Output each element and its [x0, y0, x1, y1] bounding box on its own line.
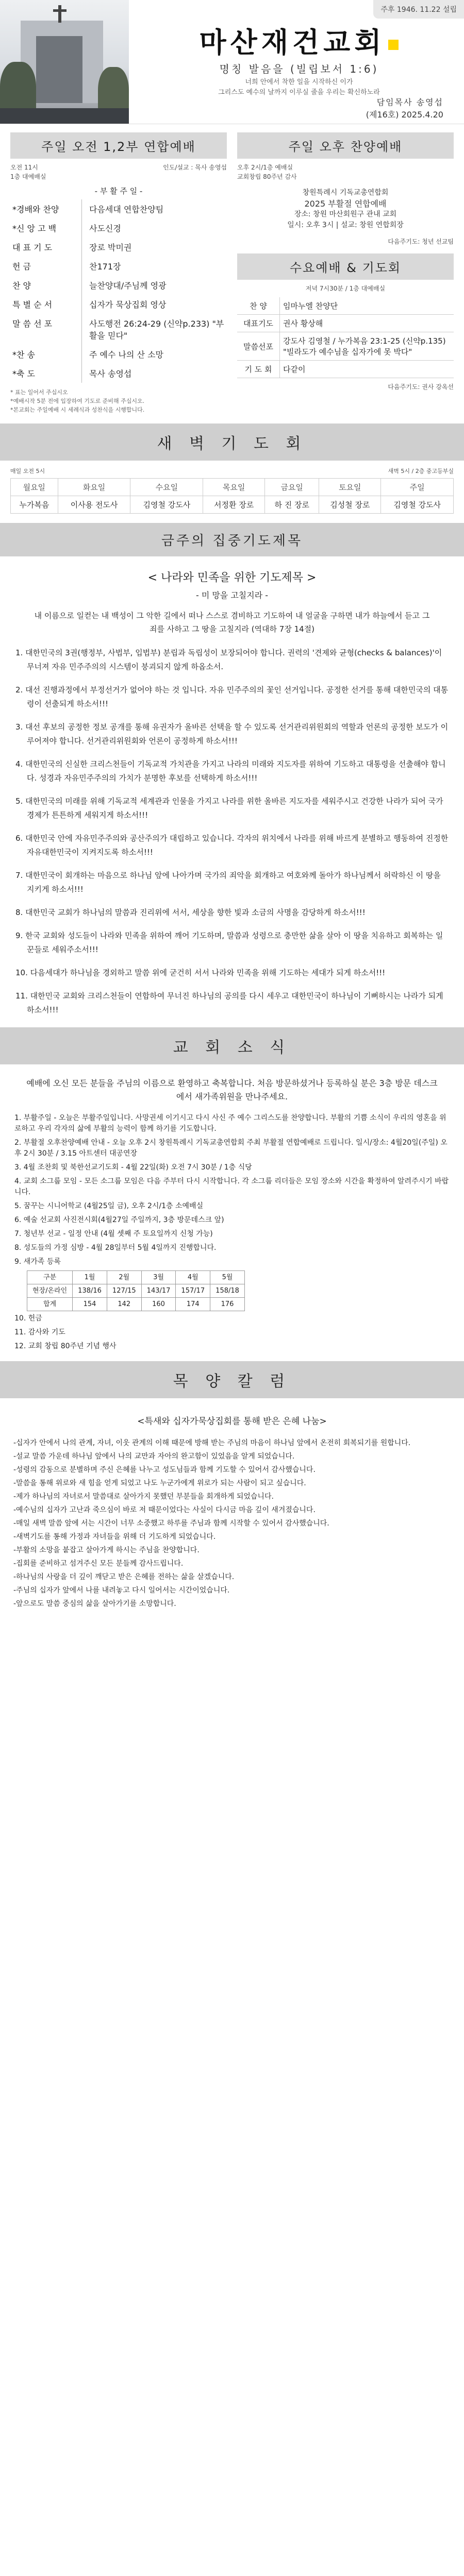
- list-item: -매일 새벽 말씀 앞에 서는 시간이 너무 소중했고 하루를 주님과 함께 시작할 수 있어서 감사했습니다.: [13, 1519, 329, 1528]
- list-item: 4. 교회 소그룹 모임 - 모든 소그룹 모임은 다음 주부터 다시 시작합니다. 각 소그룹 리더들은 모임 장소와 시간을 확정하여 알려주시기 바랍니다.: [14, 1177, 449, 1196]
- list-item: 말씀선포 강도사 김영철 / 누가복음 23:1-25 (신약p.135) "빌라도가 예수님을 십자가에 못 박다": [237, 332, 454, 361]
- list-item: 말 씀 선 포 사도행전 26:24-29 (신약p.233) "부활을 믿다": [10, 314, 227, 345]
- pastoral-column-heading: 목 양 칼 럼: [0, 1361, 464, 1398]
- pastor-name: 담임목사 송영섭: [376, 97, 443, 107]
- table-row: 구분 1월 2월 3월 4월 5월: [27, 1271, 245, 1284]
- notice-list: [14, 1113, 450, 1352]
- list-item: *신 앙 고 백 사도신경: [10, 218, 227, 238]
- list-item: 1. 부활주일 - 오늘은 부활주일입니다. 사망권세 이기시고 다시 사신 주 예수 그리스도를 찬양합니다. 부활의 기쁨 소식이 우리의 영혼을 위로하고 우리 각자의 삶에 부활의 능력이 함께 하기를 기도합니다.: [14, 1114, 446, 1133]
- afternoon-service-info: 창원특례시 기독교총연합회 2025 부활절 연합예배 장소: 창원 마산회원구 관내 교회 일시: 오후 3시 | 설교: 창원 연합회장: [287, 189, 404, 229]
- service-notes: * 표는 일어서 주십시오 *예배시작 5분 전에 입장하여 기도로 준비해 주십시오. *본교회는 주일예배 시 세례식과 성찬식을 시행합니다.: [10, 389, 145, 413]
- focus-prayer-heading: 금주의 집중기도제목: [0, 523, 464, 556]
- list-item: 대 표 기 도 장로 박미권: [10, 238, 227, 257]
- services-section: [0, 124, 464, 414]
- list-item: 11. 감사와 기도: [14, 1328, 65, 1336]
- issue-number: (제16호) 2025.4.20: [366, 110, 443, 120]
- list-item: -예수님의 십자가 고난과 죽으심이 바로 저 때문이었다는 사실이 다시금 마음 깊이 새겨졌습니다.: [13, 1506, 316, 1514]
- list-item: 헌 금 찬171장: [10, 257, 227, 276]
- list-item: 8. 대한민국 교회가 하나님의 말씀과 진리위에 서서, 세상을 향한 빛과 소금의 사명을 감당하게 하소서!!!: [15, 908, 366, 917]
- list-item: -설교 말씀 가운데 하나님 앞에서 나의 교만과 자아의 완고함이 있었음을 알게 되었습니다.: [13, 1452, 295, 1461]
- column-title: <특새와 십자가묵상집회를 통해 받은 은혜 나눔>: [137, 1416, 327, 1427]
- founding-badge: 주후 1946. 11.22 설립: [373, 0, 464, 19]
- bulletin-page: 주후 1946. 11.22 설립 마산재건교회 명칭 발음을 (빌립보서 1:6) 너희 안에서 착한 일을 시작하신 이가 그리스도 예수의 날까지 이루실 줄을 우리는 확신하노라 담임목사 송영섭 (제16호) 2025.4.20 주일 오전 1,2부 연합예배 오전 11시 1층 대예배실 인도/설교 : 목사 송영섭 - 부 활 주 일 - *경배와 찬양 다음세대 연합찬양팀 *신 앙 고 백 사도신경 대 표 기 도 장로 박미권 헌 금 찬171장 찬 양 늘찬양대/주님께 영광 특 별 순 서 십자가 묵상집회 영상 말 씀 선 포 사도행전 26:24-29 (신약p.233) "부활을 믿다" *찬 송 주 예수 나의 산 소망 *축 도 목사 송영섭 * 표는 일어서 주십시오 *예배시작 5분 전에 입장하여 기도로 준비해 주십시오. *본교회는 주일예배 시 세례식과 성찬식을 시행합니다. 주일 오후 찬양예배 오후 2시/1층 예배실 교회창립 80주년 감사 창원특례시 기독교총연합회 2025 부활절 연합예배 장소: 창원 마산회원구 관내 교회 일시: 오후 3시 | 설교: 창원 연합회장 다음주기도: 청년 선교팀 수요예배 & 기도회 저녁 7시30분 / 1층 대예배실 찬 양 임마누엘 찬양단 대표기도 권사 황상해 말씀선포 강도사 김영철 / 누가복음 23:1-25 (신약p.135) "빌라도가 예수님을 십자가에 못 박다" 기 도 회 다같이 다음주기도: 권사 강옥선 새 벽 기 도 회 매일 오전 5시 새벽 5시 / 2층 중고등부실 월요일 화요일 수요일 목요일 금요일 토요일 주일 누가복음 이사용 전도사 김영철 강도사 서정환 장로 하 진 장로 김성철 장로 김영철 강도사 금주의 집중기도제목 < 나라와 민족을 위한 기도제목 > - 미 망을 고칠지라 - 내 이름으로 일컫는 내 백성이 그 악한 길에서 떠나 스스로 겸비하고 기도하여 내 얼굴을 구하면 내가 하늘에서 듣고 그 죄를 사하고 그 땅을 고칠지라 (역대하 7장 14절) 1. 대한민국의 3권(행정부, 사법부, 입법부) 분립과 독립성이 보장되어야 합니다. 권력의 '견제와 균형(checks & balances)'이 무너져 자유 민주주의의 시스템이 붕괴되지 않게 하옵소서. 2. 대선 진행과정에서 부정선거가 없어야 하는 것 입니다. 자유 민주주의의 꽃인 선거입니다. 공정한 선거를 통해 대한민국의 대통령이 선출되게 하소서!!! 3. 대선 후보의 공정한 정보 공개를 통해 유권자가 올바른 선택을 할 수 있도록 선거관리위원회의 역할과 언론의 공정한 보도가 이루어져야 합니다. 선거관리위원회와 언론이 공정하게 하소서!!! 4. 대한민국의 신실한 크리스천들이 기독교적 가치관을 가지고 나라의 미래와 지도자를 위하여 기도하고 대통령을 선출해야 합니다. 성경과 자유민주주의의 가치가 분명한 후보를 선택하게 하소서!!! 5. 대한민국의 미래를 위해 기독교적 세계관과 인물을 가지고 나라를 위한 올바른 지도자를 세워주시고 건강한 나라가 되어 국가 경제가 튼튼하게 세워지게 하소서!!! 6. 대한민국 안에 자유민주주의와 공산주의가 대립하고 있습니다. 각자의 위치에서 나라를 위해 바르게 분별하고 행동하여 진정한 자유대한민국이 지켜지도록 하소서!!! 7. 대한민국이 회개하는 마음으로 하나님 앞에 나아가며 국가의 죄악을 회개하고 여호와께 돌아가 하나님께서 허락하신 이 땅을 지키게 하소서!!! 8. 대한민국 교회가 하나님의 말씀과 진리위에 서서, 세상을 향한 빛과 소금의 사명을 감당하게 하소서!!! 9. 한국 교회와 성도들이 나라와 민족을 위하여 깨어 기도하며, 말씀과 성령으로 충만한 삶을 살아 이 땅을 치유하고 회복하는 일꾼들로 세워주소서!!! 10. 다음세대가 하나님을 경외하고 말씀 위에 굳건히 서서 나라와 민족을 위해 기도하는 세대가 되게 하소서!!! 11. 대한민국 교회와 크리스천들이 연합하여 무너진 하나님의 공의를 다시 세우고 대한민국이 하나님이 기뻐하시는 나라가 되게 하소서!!! 교 회 소 식 예배에 오신 모든 분들을 주님의 이름으로 환영하고 축복합니다. 처음 방문하셨거나 등록하실 분은 3층 방문 데스크에서 새가족위원을 만나주세요. 1. 부활주일 - 오늘은 부활주일입니다. 사망권세 이기시고 다시 사신 주 예수 그리스도를 찬양합니다. 부활의 기쁨 소식이 우리의 영혼을 위로하고 우리 각자의 삶에 부활의 능력이 함께 하기를 기도합니다. 2. 부활절 오후찬양예배 안내 - 오늘 오후 2시 창원특례시 기독교총연합회 주최 부활절 연합예배로 드립니다. 일시/장소: 4월20일(주일) 오후 2시 30분 / 3.15 아트센터 대공연장 3. 4월 조찬회 및 북한선교기도회 - 4월 22일(화) 오전 7시 30분 / 1층 식당 4. 교회 소그룹 모임 - 모든 소그룹 모임은 다음 주부터 다시 시작합니다. 각 소그룹 리더들은 모임 장소와 시간을 확정하여 알려주시기 바랍니다. 5. 꿈꾸는 시니어학교 (4월25일 금), 오후 2시/1층 소예배실 6. 예술 선교회 사진전시회(4월27일 주일까지, 3층 방문데스크 앞) 7. 청년부 선교 - 일정 안내 (4월 셋째 주 토요일까지 신청 가능) 8. 성도들의 가정 심방 - 4월 28일부터 5월 4일까지 진행합니다. 9. 새가족 등록 구분 1월 2월 3월 4월 5월 현장/온라인 138/16 127/15 143/17 157/17 158/18 합계 154 142 160 174 176 10. 헌금 11. 감사와 기도 12. 교회 창립 80주년 기념 행사 목 양 칼 럼 <특새와 십자가묵상집회를 통해 받은 은혜 나눔> -십자가 안에서 나의 관계, 자녀, 이웃 관계의 이해 때문에 방해 받는 주님의 마음이 하나님 앞에서 온전히 회복되기를 원합니다. -설교 말씀 가운데 하나님 앞에서 나의 교만과 자아의 완고함이 있었음을 알게 되었습니다. -성령의 감동으로 분별하며 주신 은혜를 나누고 성도님들과 함께 기도할 수 있어서 감사했습니다. -말씀을 통해 위로와 새 힘을 얻게 되었고 나도 누군가에게 위로가 되는 사람이 되고 싶습니다. -제가 하나님의 자녀로서 말씀대로 살아가지 못했던 부분들을 회개하게 되었습니다. -예수님의 십자가 고난과 죽으심이 바로 저 때문이었다는 사실이 다시금 마음 깊이 새겨졌습니다. -매일 새벽 말씀 앞에 서는 시간이 너무 소중했고 하루를 주님과 함께 시작할 수 있어서 감사했습니다. -새벽기도를 통해 가정과 자녀들을 위해 더 기도하게 되었습니다. -부활의 소망을 붙잡고 살아가게 하시는 주님을 찬양합니다. -집회를 준비하고 섬겨주신 모든 분들께 감사드립니다. -하나님의 사랑을 더 깊이 깨닫고 받은 은혜를 전하는 삶을 살겠습니다. -주님의 십자가 앞에서 나를 내려놓고 다시 일어서는 시간이었습니다. -앞으로도 말씀 중심의 삶을 살아가기를 소망합니다.: [0, 0, 464, 2576]
- list-item: -앞으로도 말씀 중심의 삶을 살아가기를 소망합니다.: [13, 1600, 176, 1608]
- church-news-heading: 교 회 소 식: [0, 1027, 464, 1064]
- table-row: 월요일 화요일 수요일 목요일 금요일 토요일 주일: [11, 479, 454, 496]
- list-item: 5. 대한민국의 미래를 위해 기독교적 세계관과 인물을 가지고 나라를 위한 올바른 지도자를 세워주시고 건강한 나라가 되어 국가 경제가 튼튼하게 세워지게 하소서!!!: [15, 796, 443, 820]
- list-item: -말씀을 통해 위로와 새 힘을 얻게 되었고 나도 누군가에게 위로가 되는 사람이 되고 싶습니다.: [13, 1479, 306, 1487]
- welcome-message: 예배에 오신 모든 분들을 주님의 이름으로 환영하고 축복합니다. 처음 방문하셨거나 등록하실 분은 3층 방문 데스크에서 새가족위원을 만나주세요.: [26, 1078, 438, 1101]
- dawn-prayer-heading: 새 벽 기 도 회: [0, 423, 464, 461]
- list-item: 대표기도 권사 황상해: [237, 315, 454, 332]
- list-item: 10. 헌금: [14, 1314, 42, 1323]
- table-row: 합계 154 142 160 174 176: [27, 1298, 245, 1311]
- church-title: 마산재건교회: [144, 21, 454, 60]
- list-item: 12. 교회 창립 80주년 기념 행사: [14, 1342, 117, 1350]
- list-item: *경배와 찬양 다음세대 연합찬양팀: [10, 199, 227, 218]
- prayer-intro-verse: 내 이름으로 일컫는 내 백성이 그 악한 길에서 떠나 스스로 겸비하고 기도하여 내 얼굴을 구하면 내가 하늘에서 듣고 그 죄를 사하고 그 땅을 고칠지라 (역대하 7장 14절): [34, 611, 430, 634]
- list-item: 4. 대한민국의 신실한 크리스천들이 기독교적 가치관을 가지고 나라의 미래와 지도자를 위하여 기도하고 대통령을 선출해야 합니다. 성경과 자유민주주의의 가치가 분명한 후보를 선택하게 하소서!!!: [15, 759, 446, 783]
- bulletin-header: [0, 0, 464, 124]
- attendance-table: [27, 1270, 245, 1311]
- list-item: 6. 대한민국 안에 자유민주주의와 공산주의가 대립하고 있습니다. 각자의 위치에서 나라를 위해 바르게 분별하고 행동하여 진정한 자유대한민국이 지켜지도록 하소서!!!: [15, 834, 449, 857]
- prayer-items: [15, 646, 449, 1017]
- list-item: -집회를 준비하고 섬겨주신 모든 분들께 감사드립니다.: [13, 1560, 184, 1568]
- list-item: 3. 대선 후보의 공정한 정보 공개를 통해 유권자가 올바른 선택을 할 수 있도록 선거관리위원회의 역할과 언론의 공정한 보도가 이루어져야 합니다. 선거관리위원회와 언론이 공정하게 하소서!!!: [15, 722, 449, 745]
- list-item: 2. 부활절 오후찬양예배 안내 - 오늘 오후 2시 창원특례시 기독교총연합회 주최 부활절 연합예배로 드립니다. 일시/장소: 4월20일(주일) 오후 2시 30분 / 3.15 아트센터 대공연장: [14, 1139, 448, 1158]
- list-item: -하나님의 사랑을 더 깊이 깨닫고 받은 은혜를 전하는 삶을 살겠습니다.: [13, 1573, 235, 1581]
- church-motto: 너희 안에서 착한 일을 시작하신 이가 그리스도 예수의 날까지 이루실 줄을 우리는 확신하노라: [218, 78, 380, 96]
- list-item: 2. 대선 진행과정에서 부정선거가 없어야 하는 것 입니다. 자유 민주주의의 꽃인 선거입니다. 공정한 선거를 통해 대한민국의 대통령이 선출되게 하소서!!!: [15, 685, 449, 708]
- church-building-photo: [0, 0, 129, 124]
- prayer-topic-title: < 나라와 민족을 위한 기도제목 >: [147, 571, 317, 584]
- list-item: -제가 하나님의 자녀로서 말씀대로 살아가지 못했던 부분들을 회개하게 되었습니다.: [13, 1493, 274, 1501]
- morning-service-heading: 주일 오전 1,2부 연합예배: [10, 132, 227, 159]
- list-item: -십자가 안에서 나의 관계, 자녀, 이웃 관계의 이해 때문에 방해 받는 주님의 마음이 하나님 앞에서 온전히 회복되기를 원합니다.: [13, 1439, 411, 1447]
- list-item: 7. 청년부 선교 - 일정 안내 (4월 셋째 주 토요일까지 신청 가능): [14, 1230, 213, 1238]
- list-item: -부활의 소망을 붙잡고 살아가게 하시는 주님을 찬양합니다.: [13, 1546, 200, 1554]
- list-item: -새벽기도를 통해 가정과 자녀들을 위해 더 기도하게 되었습니다.: [13, 1533, 216, 1541]
- list-item: 11. 대한민국 교회와 크리스천들이 연합하여 무너진 하나님의 공의를 다시 세우고 대한민국이 하나님이 기뻐하시는 나라가 되게 하소서!!!: [15, 991, 443, 1014]
- list-item: -성령의 감동으로 분별하며 주신 은혜를 나누고 성도님들과 함께 기도할 수 있어서 감사했습니다.: [13, 1466, 316, 1474]
- list-item: 3. 4월 조찬회 및 북한선교기도회 - 4월 22일(화) 오전 7시 30분 / 1층 식당: [14, 1163, 252, 1172]
- list-item: 9. 새가족 등록: [14, 1258, 61, 1266]
- dawn-prayer-table: [10, 478, 454, 514]
- table-row: 현장/온라인 138/16 127/15 143/17 157/17 158/18: [27, 1284, 245, 1298]
- list-item: *찬 송 주 예수 나의 산 소망: [10, 345, 227, 364]
- wednesday-order: [237, 297, 454, 378]
- order-of-worship: [10, 199, 227, 383]
- wednesday-service-heading: 수요예배 & 기도회: [237, 253, 454, 280]
- list-item: 7. 대한민국이 회개하는 마음으로 하나님 앞에 나아가며 국가의 죄악을 회개하고 여호와께 돌아가 하나님께서 허락하신 이 땅을 지키게 하소서!!!: [15, 871, 441, 894]
- morning-service-column: 주일 오전 1,2부 연합예배 오전 11시 1층 대예배실 인도/설교 : 목사 송영섭 - 부 활 주 일 - *경배와 찬양 다음세대 연합찬양팀 *신 앙 고 백 사도신경 대 표 기 도 장로 박미권 헌 금 찬171장 찬 양 늘찬양대/주님께 영광 특 별 순 서 십자가 묵상집회 영상 말 씀 선 포 사도행전 26:24-29 (신약p.233) "부활을 믿다" *찬 송 주 예수 나의 산 소망 *축 도 목사 송영섭 * 표는 일어서 주십시오 *예배시작 5분 전에 입장하여 기도로 준비해 주십시오. *본교회는 주일예배 시 세례식과 성찬식을 시행합니다.: [10, 132, 227, 414]
- title-accent-mark: [388, 40, 399, 50]
- table-row: 누가복음 이사용 전도사 김영철 강도사 서정환 장로 하 진 장로 김성철 장로 김영철 강도사: [11, 496, 454, 514]
- list-item: *축 도 목사 송영섭: [10, 364, 227, 383]
- order-title: - 부 활 주 일 -: [94, 187, 143, 196]
- list-item: 8. 성도들의 가정 심방 - 4월 28일부터 5월 4일까지 진행합니다.: [14, 1244, 217, 1252]
- list-item: 찬 양 임마누엘 찬양단: [237, 297, 454, 315]
- prayer-topic-subtitle: - 미 망을 고칠지라 -: [195, 590, 269, 600]
- list-item: 1. 대한민국의 3권(행정부, 사법부, 입법부) 분립과 독립성이 보장되어야 합니다. 권력의 '견제와 균형(checks & balances)'이 무너져 자유 민주주의의 시스템이 붕괴되지 않게 하옵소서.: [15, 648, 442, 671]
- afternoon-column: 주일 오후 찬양예배 오후 2시/1층 예배실 교회창립 80주년 감사 창원특례시 기독교총연합회 2025 부활절 연합예배 장소: 창원 마산회원구 관내 교회 일시: 오후 3시 | 설교: 창원 연합회장 다음주기도: 청년 선교팀 수요예배 & 기도회 저녁 7시30분 / 1층 대예배실 찬 양 임마누엘 찬양단 대표기도 권사 황상해 말씀선포 강도사 김영철 / 누가복음 23:1-25 (신약p.135) "빌라도가 예수님을 십자가에 못 박다" 기 도 회 다같이 다음주기도: 권사 강옥선: [237, 132, 454, 414]
- church-subtitle: 명칭 발음을 (빌립보서 1:6): [219, 63, 379, 75]
- list-item: 5. 꿈꾸는 시니어학교 (4월25일 금), 오후 2시/1층 소예배실: [14, 1202, 204, 1210]
- list-item: 10. 다음세대가 하나님을 경외하고 말씀 위에 굳건히 서서 나라와 민족을 위해 기도하는 세대가 되게 하소서!!!: [15, 968, 386, 977]
- list-item: 기 도 회 다같이: [237, 361, 454, 378]
- column-body: [13, 1437, 451, 1610]
- list-item: 찬 양 늘찬양대/주님께 영광: [10, 276, 227, 295]
- list-item: 6. 예술 선교회 사진전시회(4월27일 주일까지, 3층 방문데스크 앞): [14, 1216, 224, 1224]
- list-item: 9. 한국 교회와 성도들이 나라와 민족을 위하여 깨어 기도하며, 말씀과 성령으로 충만한 삶을 살아 이 땅을 치유하고 회복하는 일꾼들로 세워주소서!!!: [15, 931, 443, 954]
- list-item: 특 별 순 서 십자가 묵상집회 영상: [10, 295, 227, 314]
- afternoon-service-heading: 주일 오후 찬양예배: [237, 132, 454, 159]
- list-item: -주님의 십자가 앞에서 나를 내려놓고 다시 일어서는 시간이었습니다.: [13, 1586, 230, 1595]
